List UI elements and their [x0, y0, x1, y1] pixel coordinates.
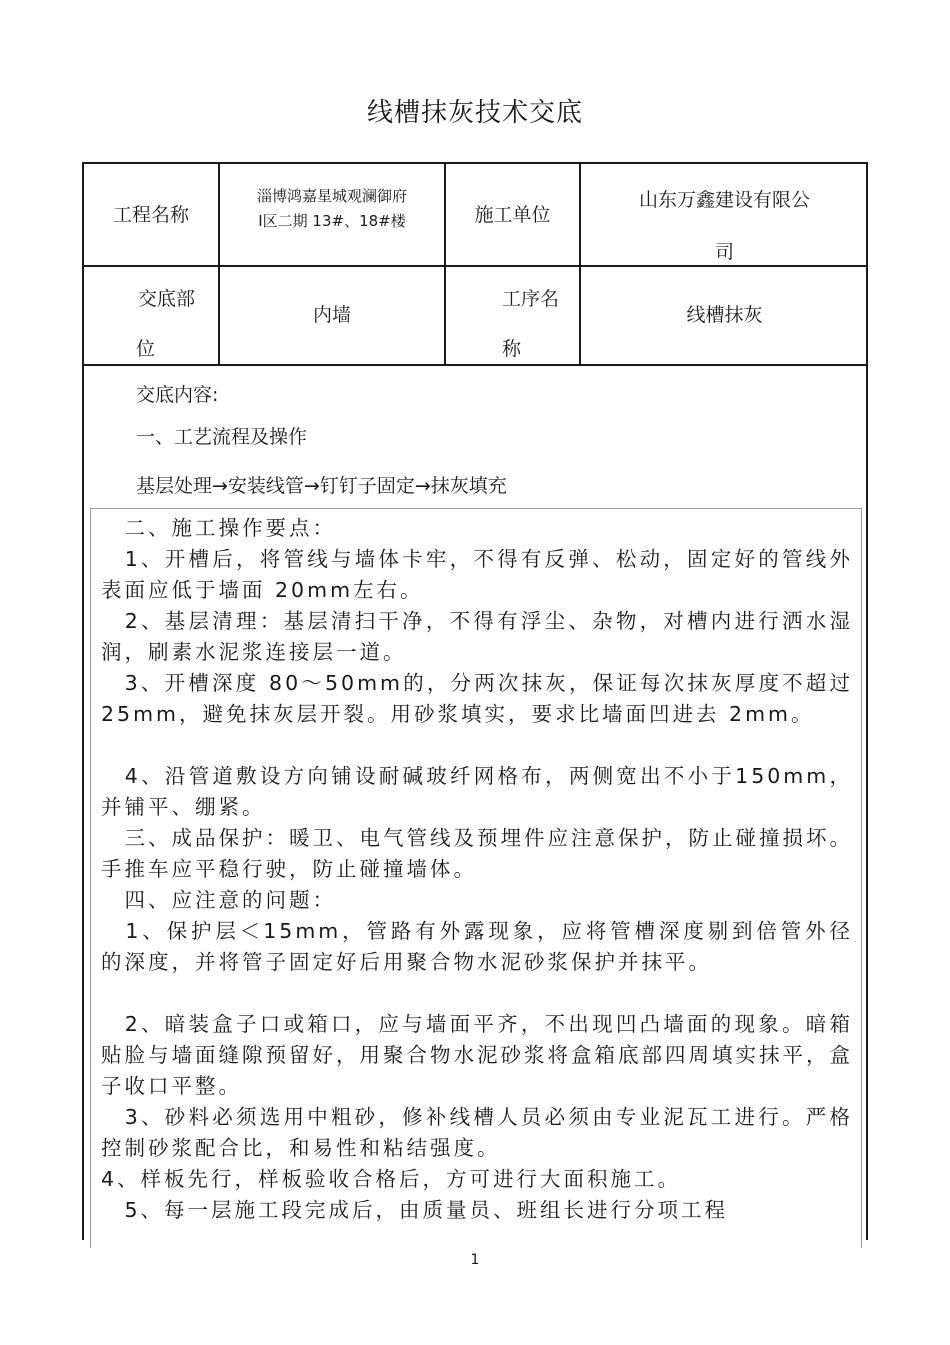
content-box	[90, 508, 862, 1248]
process-flow: 基层处理→安装线管→钉钉子固定→抹灰填充	[136, 475, 507, 497]
content-paragraph: 4、样板先行，样板验收合格后，方可进行大面积施工。	[101, 1167, 682, 1191]
document-title: 线槽抹灰技术交底	[366, 98, 583, 128]
content-paragraph: 5、每一层施工段完成后，由质量员、班组长进行分项工程	[101, 1198, 729, 1222]
content-paragraph: 1、开槽后，将管线与墙体卡牢，不得有反弹、松动，固定好的管线外表面应低于墙面 20mm左右。	[101, 547, 853, 602]
section-1-title: 一、工艺流程及操作	[136, 426, 308, 448]
project-name-line-1: 淄博鸿嘉星城观澜御府	[256, 187, 407, 205]
disclosure-table	[82, 162, 868, 1240]
project-name-label-text: 工程名称	[112, 203, 189, 226]
contractor-label-text: 施工单位	[474, 203, 551, 226]
content-heading: 交底内容:	[136, 384, 219, 406]
content-paragraph: 2、基层清理：基层清扫干净，不得有浮尘、杂物，对槽内进行洒水湿润，刷素水泥浆连接层一道。	[101, 609, 853, 664]
procedure-name-line-2: 称	[502, 338, 522, 360]
disclosure-part-line-1: 交底部	[138, 288, 196, 310]
project-name-label	[84, 164, 218, 265]
content-paragraph: 4、沿管道敷设方向铺设耐碱玻纤网格布，两侧宽出不小于150mm，并铺平、绷紧。	[101, 764, 853, 819]
content-paragraph: 四、应注意的问题：	[101, 888, 336, 912]
contractor-line-1: 山东万鑫建设有限公	[638, 189, 810, 211]
project-name-line-2: Ⅰ区二期 13#、18#楼	[258, 212, 406, 230]
disclosure-part-value-text: 内墙	[312, 304, 351, 326]
procedure-name-value-text: 线槽抹灰	[686, 304, 763, 326]
procedure-name-label	[502, 274, 579, 374]
content-paragraph: 2、暗装盒子口或箱口，应与墙面平齐，不出现凹凸墙面的现象。暗箱贴脸与墙面缝隙预留好，用聚合物水泥砂浆将盒箱底部四周填实抹平，盒子收口平整。	[101, 1012, 853, 1098]
content-paragraph: 二、施工操作要点：	[101, 516, 336, 540]
procedure-name-line-1: 工序名	[502, 288, 560, 310]
page-number: 1	[470, 1252, 480, 1268]
disclosure-part-label	[138, 274, 218, 374]
disclosure-part-line-2: 位	[136, 338, 156, 360]
contractor-value	[581, 174, 868, 278]
procedure-name-value	[581, 266, 868, 364]
content-paragraph: 三、成品保护：暖卫、电气管线及预埋件应注意保护，防止碰撞损坏。手推车应平稳行驶，防止碰撞墙体。	[101, 826, 853, 881]
content-paragraph: 1、保护层＜15mm，管路有外露现象，应将管槽深度剔到倍管外径的深度，并将管子固定好后用聚合物水泥砂浆保护并抹平。	[101, 919, 853, 974]
contractor-label	[446, 164, 579, 265]
project-name-value	[220, 184, 444, 234]
content-paragraph: 3、开槽深度 80～50mm的，分两次抹灰，保证每次抹灰厚度不超过 25mm，避免抹灰层开裂。用砂浆填实，要求比墙面凹进去 2mm。	[101, 671, 853, 726]
disclosure-part-value	[220, 266, 444, 364]
content-paragraph: 3、砂料必须选用中粗砂，修补线槽人员必须由专业泥瓦工进行。严格控制砂浆配合比，和易性和粘结强度。	[101, 1105, 853, 1160]
contractor-line-2: 司	[714, 241, 734, 263]
